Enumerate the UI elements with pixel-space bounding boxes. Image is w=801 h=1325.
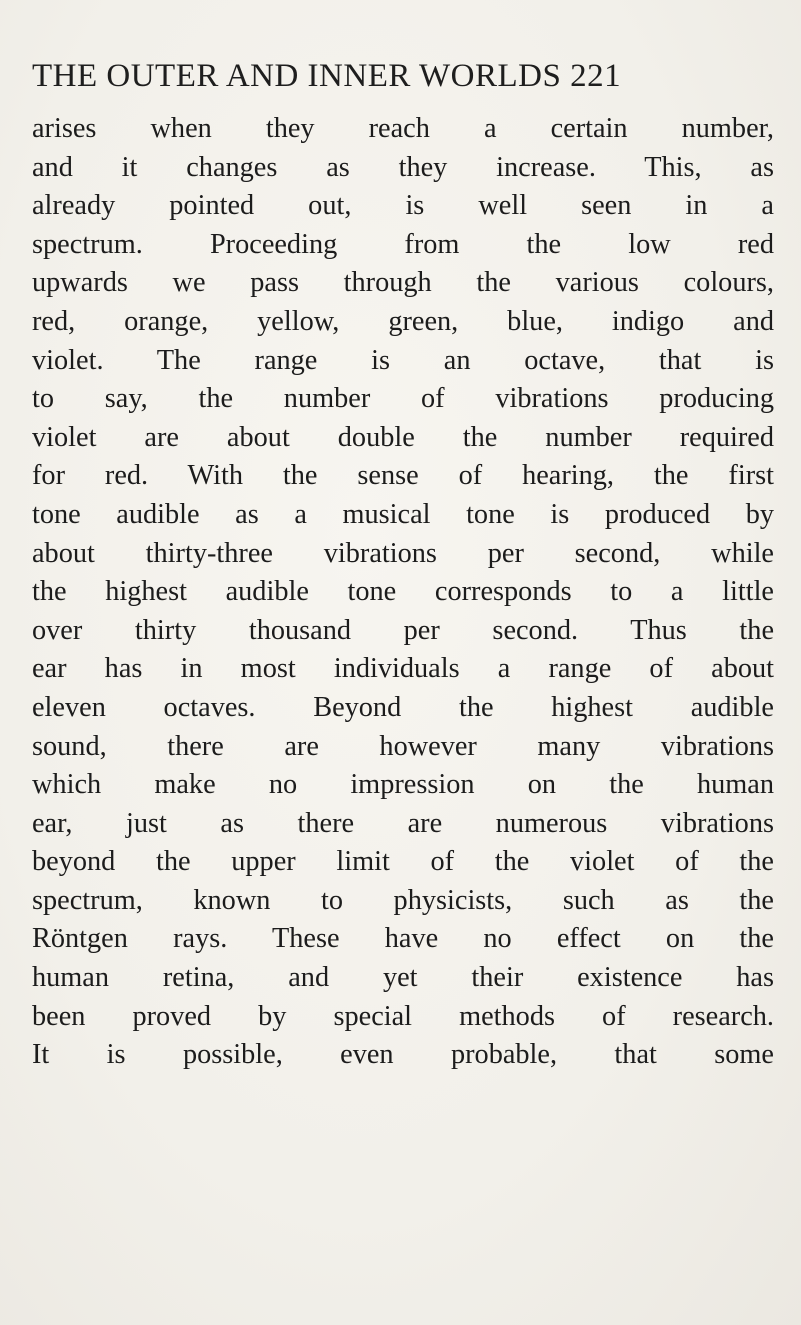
text-line: spectrum. Proceeding from the low red [32,228,774,260]
text-line: tone audible as a musical tone is produced by [32,498,774,530]
text-line: violet are about double the number required [32,421,774,453]
text-line: over thirty thousand per second. Thus the [32,614,774,646]
text-line: about thirty-three vibrations per second, while [32,537,774,569]
text-line: and it changes as they increase. This, as [32,151,774,183]
text-line: ear, just as there are numerous vibrations [32,807,774,839]
text-line: red, orange, yellow, green, blue, indigo and [32,305,774,337]
text-line: Röntgen rays. These have no effect on the [32,923,774,955]
text-line: human retina, and yet their existence has [32,962,774,994]
text-line: arises when they reach a certain number, [32,113,774,144]
text-line: already pointed out, is well seen in a [32,190,774,222]
text-line: been proved by special methods of research. [32,1000,774,1032]
text-line: upwards we pass through the various colours, [32,267,774,299]
text-line: ear has in most individuals a range of about [32,653,774,685]
text-line: violet. The range is an octave, that is [32,344,774,376]
text-line: It is possible, even probable, that some [32,1039,774,1071]
text-line: sound, there are however many vibrations [32,730,774,762]
text-line: spectrum, known to physicists, such as the [32,884,774,916]
text-line: to say, the number of vibrations producing [32,383,774,415]
running-header: THE OUTER AND INNER WORLDS 221 [32,58,622,94]
text-line: which make no impression on the human [32,769,774,801]
text-line: eleven octaves. Beyond the highest audible [32,691,774,723]
page-body [32,110,774,1075]
text-line: the highest audible tone corresponds to a little [32,576,774,608]
text-line: for red. With the sense of hearing, the first [32,460,774,492]
text-line: beyond the upper limit of the violet of the [32,846,774,878]
